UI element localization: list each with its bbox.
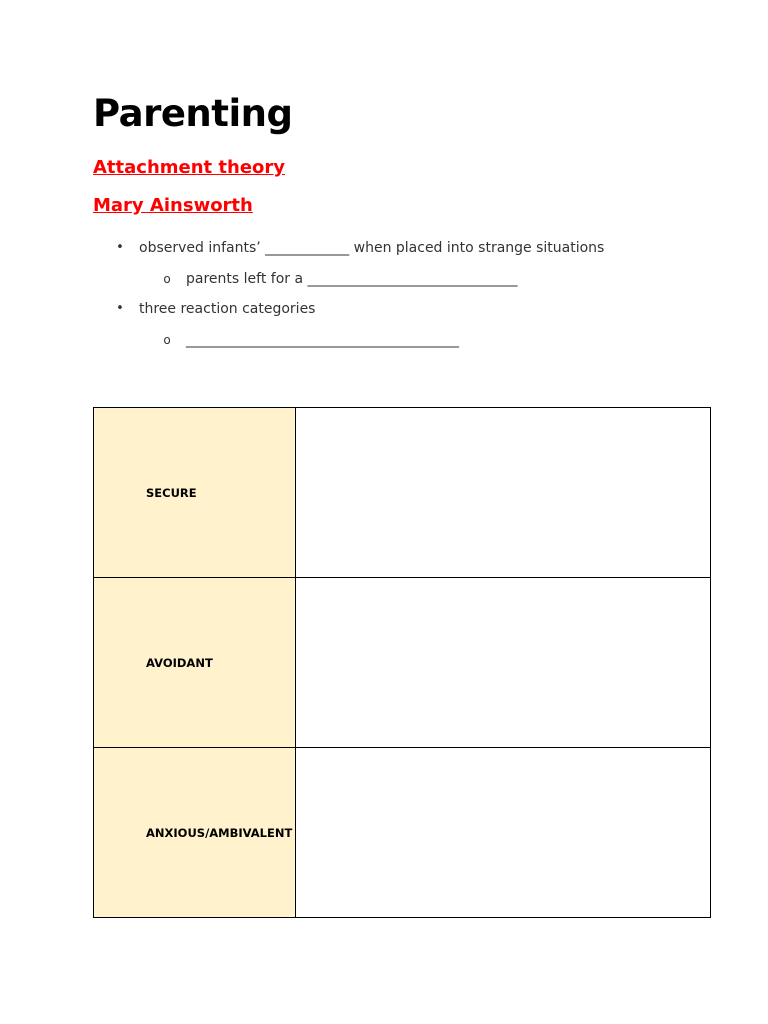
bullet-disc-icon: • — [116, 301, 124, 316]
bullet-circle-icon: o — [163, 333, 171, 347]
table-row — [94, 748, 711, 918]
answer-cell[interactable] — [296, 748, 711, 918]
table-row — [94, 408, 711, 578]
list-item-text: three reaction categories — [139, 301, 316, 317]
list-item-text: parents left for a ______________________________ — [186, 271, 518, 287]
row-label: ANXIOUS/AMBIVALENT — [146, 825, 293, 840]
page-title: Parenting — [93, 92, 293, 135]
answer-cell[interactable] — [296, 578, 711, 748]
bullet-disc-icon: • — [116, 240, 124, 255]
label-cell-secure — [94, 408, 296, 578]
list-item-text: _______________________________________ — [186, 332, 459, 348]
table-row — [94, 578, 711, 748]
label-cell-avoidant — [94, 578, 296, 748]
row-label: SECURE — [146, 485, 197, 500]
subheading-attachment-theory: Attachment theory — [93, 157, 286, 178]
answer-cell[interactable] — [296, 408, 711, 578]
bullet-circle-icon: o — [163, 272, 171, 286]
attachment-styles-table — [93, 407, 711, 918]
label-cell-anxious-ambivalent — [94, 748, 296, 918]
row-label: AVOIDANT — [146, 655, 213, 670]
list-item-text: observed infants’ ____________ when placed into strange situations — [139, 240, 605, 256]
subheading-mary-ainsworth: Mary Ainsworth — [93, 195, 253, 216]
